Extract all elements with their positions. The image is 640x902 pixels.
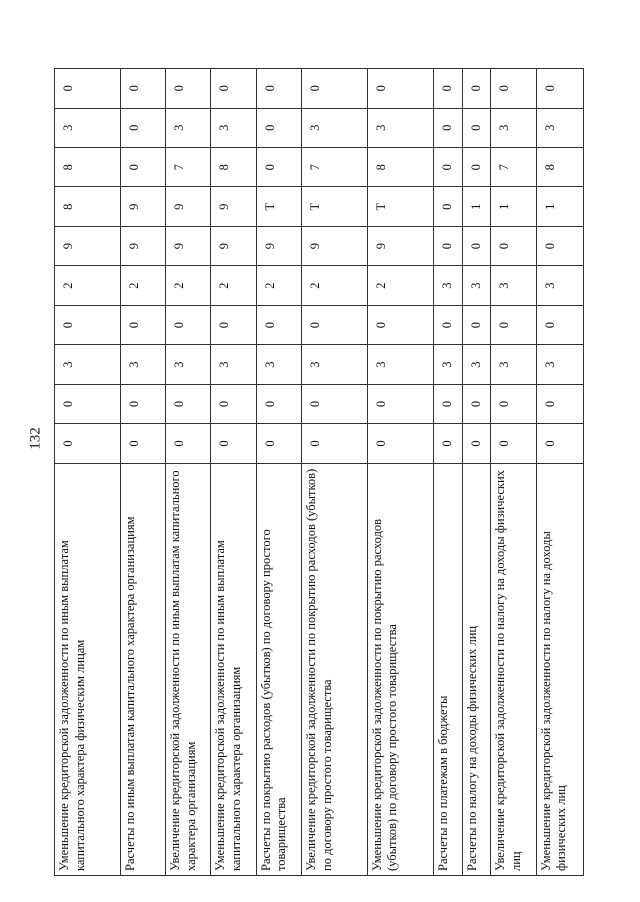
- code-digit-cell: 3: [433, 266, 462, 305]
- code-digit-cell: 0: [256, 384, 301, 423]
- code-digit-cell: 0: [433, 69, 462, 109]
- code-digit-cell: 7: [301, 147, 367, 186]
- code-digit-cell: 3: [536, 345, 583, 384]
- code-digit-cell: 0: [55, 305, 121, 344]
- code-digit-cell: 0: [536, 69, 583, 109]
- table-row: [120, 69, 165, 876]
- code-digit-cell: 0: [120, 424, 165, 463]
- code-digit-cell: 9: [166, 226, 211, 265]
- code-digit-cell: 0: [536, 226, 583, 265]
- code-digit-cell: 2: [367, 266, 433, 305]
- code-digit-cell: 0: [120, 108, 165, 147]
- table-row: [256, 69, 301, 876]
- code-digit-cell: 3: [211, 108, 256, 147]
- code-digit-cell: 0: [433, 305, 462, 344]
- code-digit-cell: 9: [120, 187, 165, 226]
- code-digit-cell: 0: [367, 424, 433, 463]
- code-digit-cell: 0: [211, 69, 256, 109]
- code-digit-cell: 0: [491, 305, 536, 344]
- code-digit-cell: 3: [462, 266, 491, 305]
- code-digit-cell: 0: [120, 69, 165, 109]
- code-digit-cell: 0: [367, 305, 433, 344]
- row-label: Уменьшение кредиторской задолженности по покрытию расходов (убытков) по договору простого товарищества: [367, 463, 433, 875]
- code-digit-cell: 0: [301, 424, 367, 463]
- code-digit-cell: 0: [120, 305, 165, 344]
- code-digit-cell: 8: [367, 147, 433, 186]
- code-digit-cell: 3: [462, 345, 491, 384]
- code-digit-cell: 0: [120, 384, 165, 423]
- code-digit-cell: 0: [462, 384, 491, 423]
- code-digit-cell: 0: [55, 69, 121, 109]
- code-digit-cell: 0: [256, 69, 301, 109]
- code-digit-cell: 0: [120, 147, 165, 186]
- code-digit-cell: 0: [301, 384, 367, 423]
- code-digit-cell: 0: [211, 384, 256, 423]
- code-digit-cell: Т: [301, 187, 367, 226]
- code-digit-cell: 0: [256, 305, 301, 344]
- code-digit-cell: 2: [256, 266, 301, 305]
- code-digit-cell: 9: [256, 226, 301, 265]
- code-digit-cell: 0: [256, 147, 301, 186]
- code-digit-cell: 2: [55, 266, 121, 305]
- code-digit-cell: 9: [166, 187, 211, 226]
- code-digit-cell: 3: [491, 345, 536, 384]
- code-digit-cell: 0: [367, 69, 433, 109]
- code-digit-cell: 0: [367, 384, 433, 423]
- code-digit-cell: 1: [491, 187, 536, 226]
- page-number: 132: [27, 427, 44, 450]
- code-digit-cell: 2: [301, 266, 367, 305]
- table-row: [536, 69, 583, 876]
- code-digit-cell: 1: [462, 187, 491, 226]
- code-digit-cell: 0: [462, 108, 491, 147]
- code-digit-cell: 0: [433, 424, 462, 463]
- code-digit-cell: 0: [462, 147, 491, 186]
- table-row: [367, 69, 433, 876]
- code-digit-cell: 3: [211, 345, 256, 384]
- code-digit-cell: 9: [301, 226, 367, 265]
- code-digit-cell: 0: [491, 424, 536, 463]
- code-digit-cell: 0: [433, 187, 462, 226]
- code-digit-cell: 3: [166, 108, 211, 147]
- code-digit-cell: 3: [55, 108, 121, 147]
- code-digit-cell: 0: [462, 305, 491, 344]
- code-digit-cell: 3: [491, 108, 536, 147]
- table-row: [462, 69, 491, 876]
- row-label: Уменьшение кредиторской задолженности по иным выплатам капитального характера организациям: [211, 463, 256, 875]
- code-digit-cell: 1: [536, 187, 583, 226]
- code-digit-cell: 0: [433, 384, 462, 423]
- code-digit-cell: 0: [491, 384, 536, 423]
- code-digit-cell: 0: [166, 424, 211, 463]
- table-row: [211, 69, 256, 876]
- code-digit-cell: 7: [491, 147, 536, 186]
- code-digit-cell: 9: [211, 187, 256, 226]
- code-digit-cell: 3: [166, 345, 211, 384]
- code-digit-cell: 0: [256, 108, 301, 147]
- row-label: Увеличение кредиторской задолженности по иным выплатам капитального характера организациям: [166, 463, 211, 875]
- code-digit-cell: 8: [211, 147, 256, 186]
- code-digit-cell: 0: [491, 226, 536, 265]
- code-digit-cell: 8: [55, 147, 121, 186]
- code-digit-cell: 3: [536, 266, 583, 305]
- row-label: Расчеты по покрытию расходов (убытков) по договору простого товарищества: [256, 463, 301, 875]
- code-digit-cell: 3: [301, 108, 367, 147]
- code-digit-cell: 0: [491, 69, 536, 109]
- code-digit-cell: 0: [536, 424, 583, 463]
- code-digit-cell: 0: [462, 226, 491, 265]
- code-digit-cell: 0: [166, 69, 211, 109]
- table-row: [433, 69, 462, 876]
- code-digit-cell: 0: [166, 384, 211, 423]
- code-digit-cell: 0: [462, 424, 491, 463]
- code-digit-cell: 9: [55, 226, 121, 265]
- code-digit-cell: 0: [166, 305, 211, 344]
- code-digit-cell: 0: [55, 424, 121, 463]
- code-digit-cell: 3: [367, 108, 433, 147]
- code-digit-cell: 3: [256, 345, 301, 384]
- code-digit-cell: 9: [367, 226, 433, 265]
- code-digit-cell: 0: [301, 305, 367, 344]
- code-digit-cell: 2: [166, 266, 211, 305]
- row-label: Уменьшение кредиторской задолженности по иным выплатам капитального характера физическим лицам: [55, 463, 121, 875]
- code-digit-cell: 3: [367, 345, 433, 384]
- code-digit-cell: Т: [256, 187, 301, 226]
- code-digit-cell: Т: [367, 187, 433, 226]
- code-digit-cell: 3: [536, 108, 583, 147]
- code-digit-cell: 3: [55, 345, 121, 384]
- code-digit-cell: 8: [536, 147, 583, 186]
- table-row: [166, 69, 211, 876]
- code-digit-cell: 0: [433, 226, 462, 265]
- code-digit-cell: 3: [433, 345, 462, 384]
- code-digit-cell: 0: [301, 69, 367, 109]
- code-digit-cell: 0: [256, 424, 301, 463]
- code-digit-cell: 3: [491, 266, 536, 305]
- code-digit-cell: 0: [536, 305, 583, 344]
- code-digit-cell: 0: [462, 69, 491, 109]
- row-label: Расчеты по налогу на доходы физических лиц: [462, 463, 491, 875]
- code-digit-cell: 2: [211, 266, 256, 305]
- code-digit-cell: 7: [166, 147, 211, 186]
- table-row: [491, 69, 536, 876]
- code-digit-cell: 0: [211, 424, 256, 463]
- table-row: [301, 69, 367, 876]
- code-digit-cell: 0: [211, 305, 256, 344]
- code-digit-cell: 2: [120, 266, 165, 305]
- row-label: Уменьшение кредиторской задолженности по налогу на доходы физических лиц: [536, 463, 583, 875]
- code-digit-cell: 3: [120, 345, 165, 384]
- rotated-table-container: [54, 68, 584, 876]
- code-digit-cell: 0: [433, 108, 462, 147]
- table-body: [55, 69, 584, 876]
- row-label: Расчеты по иным выплатам капитального характера организациям: [120, 463, 165, 875]
- row-label: Увеличение кредиторской задолженности по налогу на доходы физических лиц: [491, 463, 536, 875]
- row-label: Увеличение кредиторской задолженности по покрытию расходов (убытков) по договору простого товарищества: [301, 463, 367, 875]
- code-digit-cell: 0: [536, 384, 583, 423]
- code-digit-cell: 0: [433, 147, 462, 186]
- code-digit-cell: 9: [120, 226, 165, 265]
- code-digit-cell: 0: [55, 384, 121, 423]
- row-label: Расчеты по платежам в бюджеты: [433, 463, 462, 875]
- account-codes-table: [54, 68, 584, 876]
- code-digit-cell: 8: [55, 187, 121, 226]
- code-digit-cell: 3: [301, 345, 367, 384]
- code-digit-cell: 9: [211, 226, 256, 265]
- table-row: [55, 69, 121, 876]
